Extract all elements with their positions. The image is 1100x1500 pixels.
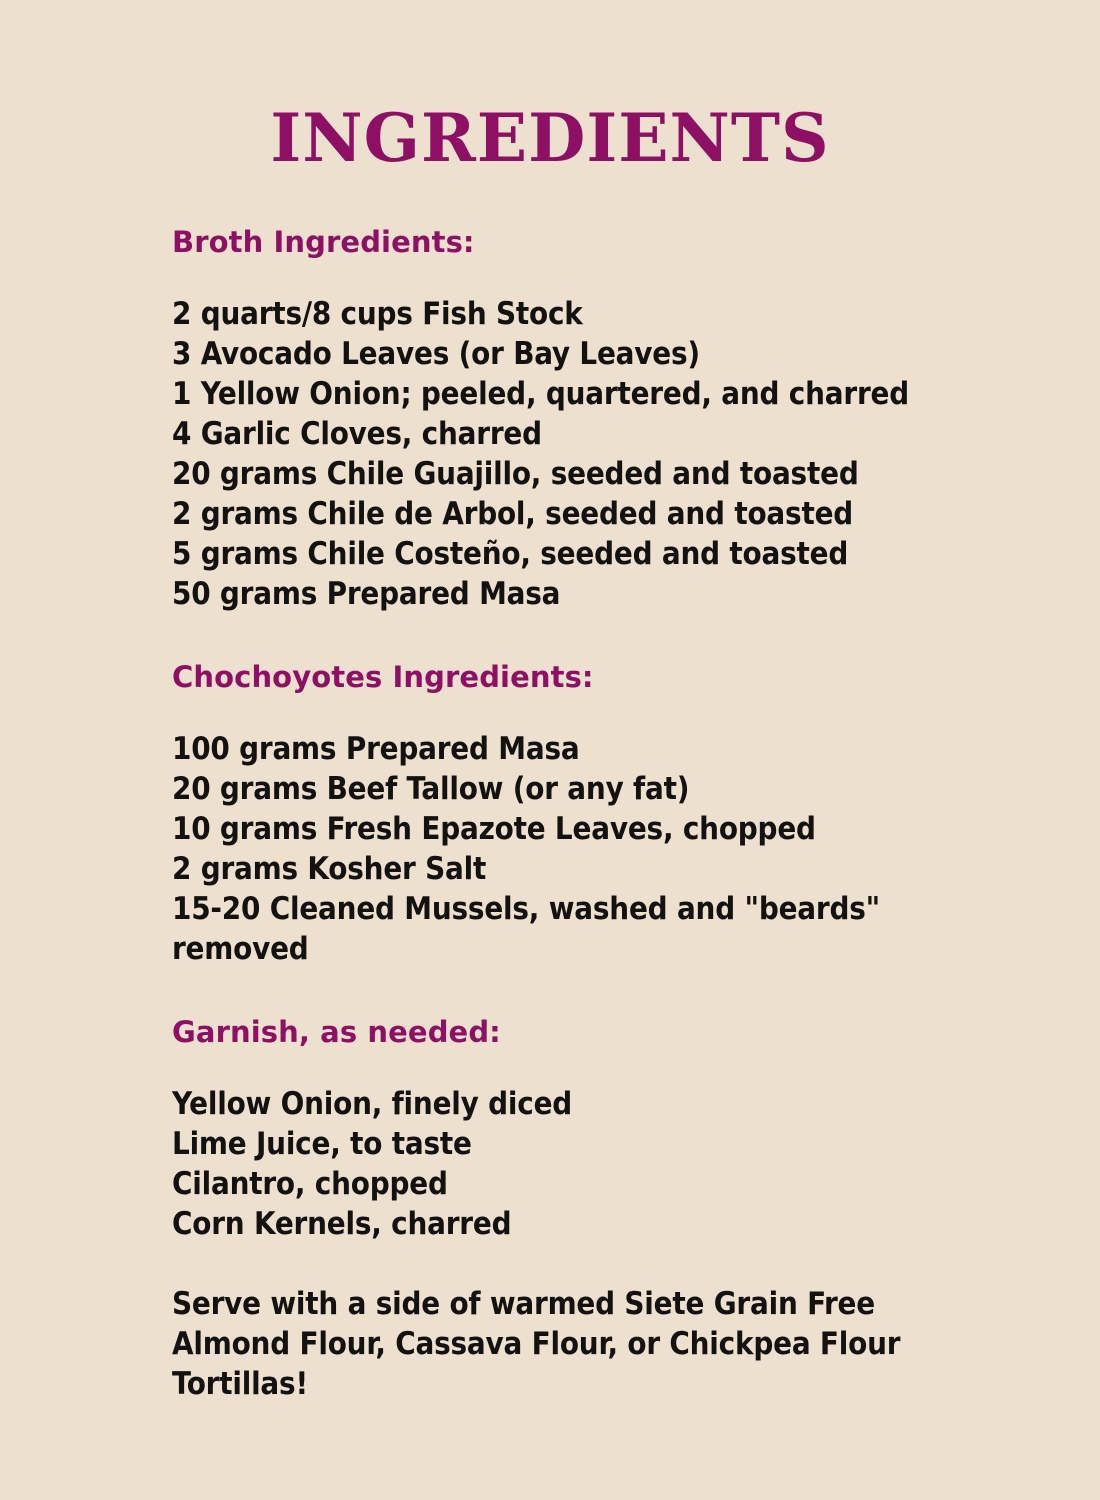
note-spacer — [172, 1244, 988, 1284]
list-item: 15-20 Cleaned Mussels, washed and "beards" removed — [172, 890, 890, 967]
ingredient-list-chochoyotes — [172, 729, 988, 969]
list-item: 2 grams Kosher Salt — [172, 850, 487, 887]
list-item: 20 grams Chile Guajillo, seeded and toasted — [172, 456, 859, 493]
list-item: 3 Avocado Leaves (or Bay Leaves) — [172, 336, 700, 373]
list-item: Lime Juice, to taste — [172, 1125, 472, 1162]
section-heading-garnish: Garnish, as needed: — [172, 1014, 501, 1049]
ingredient-list-broth — [172, 294, 988, 614]
section-spacer — [172, 614, 988, 660]
list-item: 10 grams Fresh Epazote Leaves, chopped — [172, 810, 816, 847]
list-item: Corn Kernels, charred — [172, 1205, 512, 1242]
section-heading-chochoyotes: Chochoyotes Ingredients: — [172, 660, 594, 695]
list-item: 2 quarts/8 cups Fish Stock — [172, 296, 583, 333]
page-title: INGREDIENTS — [270, 99, 830, 177]
ingredient-list-garnish — [172, 1084, 988, 1244]
list-item: Yellow Onion, finely diced — [172, 1085, 573, 1122]
list-item: 20 grams Beef Tallow (or any fat) — [172, 770, 690, 807]
section-spacer — [172, 969, 988, 1015]
section-heading-broth: Broth Ingredients: — [172, 225, 475, 260]
section-garnish — [172, 1015, 988, 1244]
list-item: Cilantro, chopped — [172, 1165, 448, 1202]
list-item: 100 grams Prepared Masa — [172, 730, 580, 767]
list-item: 1 Yellow Onion; peeled, quartered, and charred — [172, 376, 909, 413]
section-broth — [172, 225, 988, 614]
list-item: 5 grams Chile Costeño, seeded and toasted — [172, 536, 849, 573]
ingredients-content — [0, 173, 1100, 1403]
list-item: 4 Garlic Cloves, charred — [172, 416, 542, 453]
list-item: 2 grams Chile de Arbol, seeded and toasted — [172, 496, 854, 533]
section-chochoyotes — [172, 660, 988, 969]
serving-note: Serve with a side of warmed Siete Grain Free Almond Flour, Cassava Flour, or Chickpea Flour Tortillas! — [172, 1285, 910, 1402]
list-item: 50 grams Prepared Masa — [172, 576, 561, 613]
